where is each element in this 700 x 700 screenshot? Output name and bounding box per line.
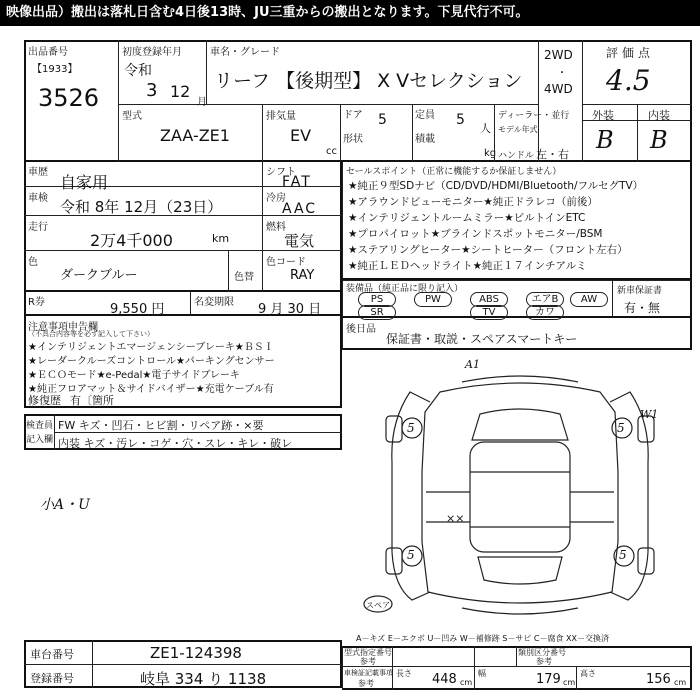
lot-sub: 【1933】 — [32, 64, 78, 75]
selling-point-item: ★純正９型SDナビ（CD/DVD/HDMI/Bluetooth/フルセグTV） — [348, 180, 644, 192]
fuel-label: 燃料 — [266, 222, 286, 233]
drive-4wd: 4WD — [544, 82, 573, 96]
reg-year-label: 初度登録年月 — [122, 47, 182, 58]
displacement-unit: cc — [326, 146, 337, 157]
tire-mark-fl: 5 — [407, 421, 415, 435]
spare-label: スペア — [366, 601, 390, 610]
length-value: 448 — [432, 672, 457, 687]
shift-label: シフト — [266, 167, 296, 178]
selling-point-item: ★インテリジェントルームミラー★ビルトインETC — [348, 212, 586, 224]
width-value: 179 — [536, 672, 561, 687]
doors-label: ドア — [343, 110, 363, 121]
drive-2wd: 2WD — [544, 48, 573, 62]
usage-value: 自家用 — [60, 173, 109, 192]
capacity-value: 5 — [456, 112, 465, 128]
selling-label: セールスポイント（正常に機能するか保証しません） — [346, 167, 562, 177]
notes-label: 注意事項申告欄 — [28, 322, 98, 333]
tax-label: 名変期限 — [194, 297, 234, 308]
new-warranty-label: 新車保証書 — [617, 286, 663, 296]
selling-point-item: ★ステアリングヒーター★シートヒーター（フロント左右） — [348, 244, 628, 256]
inspection-value: 令和 8年 12月（23日） — [60, 198, 223, 216]
grade-label: 評価点 — [606, 46, 655, 60]
dealer-label: ディーラー・並行 — [498, 111, 570, 121]
equipment-item: PS — [358, 292, 396, 307]
shift-value: FAT — [282, 174, 312, 190]
model-name-value: リーフ 【後期型】 X Vセレクション — [214, 70, 523, 92]
tire-mark-rl: 5 — [407, 548, 415, 562]
color-code-label: 色コード — [266, 257, 306, 268]
displacement-label: 排気量 — [266, 111, 296, 122]
height-value: 156 — [646, 672, 671, 687]
note-item: ★インテリジェントエマージェンシーブレーキ★ＢＳＩ — [28, 342, 274, 353]
equipment-item: PW — [414, 292, 452, 307]
note-item: ★レーダークルーズコントロール★パーキングセンサー — [28, 356, 275, 367]
fuel-value: 電気 — [284, 232, 315, 250]
handle-value: 左・右 — [536, 148, 569, 161]
chassis-label: 車台番号 — [30, 648, 74, 661]
mileage-label: 走行 — [28, 222, 48, 233]
class-ref: 参考 — [536, 657, 552, 666]
inspector-int-row: 内装 キズ・汚レ・コゲ・穴・スレ・キレ・破レ — [58, 437, 293, 450]
repair-label: 修復歴 — [28, 394, 61, 407]
diagram-front-note: A1 — [465, 358, 480, 371]
recycle-value: 9,550 円 — [110, 302, 165, 317]
equipment-item: カワ — [526, 305, 564, 320]
width-unit: cm — [563, 678, 576, 687]
new-warranty-value: 有・無 — [624, 301, 661, 315]
height-label: 高さ — [580, 669, 596, 678]
damage-xx: ×× — [446, 512, 465, 525]
chassis-value: ZE1-124398 — [150, 644, 242, 662]
tire-mark-fr: 5 — [617, 421, 625, 435]
model-year-label: モデル年式 — [498, 125, 538, 134]
plate-label: 登録番号 — [30, 672, 74, 685]
model-code-value: ZAA-ZE1 — [160, 126, 230, 145]
equipment-label: 装備品（純正品に限り記入） — [346, 284, 464, 294]
inspector-label-bottom: 記入欄 — [26, 435, 54, 445]
width-label: 幅 — [478, 669, 486, 678]
capacity-label: 定員 — [415, 110, 435, 121]
handwritten-note: 小A・U — [40, 497, 90, 513]
plate-value: 岐阜 334 り 1138 — [140, 670, 267, 688]
handle-label: ハンドル — [498, 151, 535, 161]
model-spec-label: 型式指定番号 — [344, 648, 392, 657]
load-label: 積載 — [415, 134, 435, 145]
recycle-label: R券 — [28, 297, 45, 308]
doors-value: 5 — [378, 112, 387, 128]
notes-sub: （不具合内容等を必ず記入して下さい） — [28, 330, 154, 338]
lot-number: 3526 — [38, 84, 100, 112]
mileage-value: 2万4千000 — [90, 231, 173, 250]
equipment-item: SR — [358, 305, 396, 320]
equipment-item: ABS — [470, 292, 508, 307]
after-label: 後日品 — [346, 324, 376, 335]
model-spec-ref: 参考 — [360, 657, 376, 666]
damage-legend: A－キズ E－エクボ U－凹み W－補修跡 S－サビ C－腐食 XX－交換済 — [356, 634, 610, 643]
repaint-label: 色替 — [234, 272, 254, 283]
wind-mark: W1 — [640, 408, 659, 421]
tax-value: 9 月 30 日 — [258, 302, 322, 317]
mileage-unit: km — [212, 232, 230, 245]
equipment-item: TV — [470, 305, 508, 320]
shape-label: 形状 — [343, 134, 363, 145]
int-value: B — [650, 126, 668, 154]
model-name-label: 車名・グレード — [210, 47, 280, 58]
ext-value: B — [596, 126, 614, 154]
car-damage-diagram — [350, 352, 690, 632]
reg-month-unit: 月 — [197, 97, 207, 108]
model-code-label: 型式 — [122, 111, 142, 122]
reg-month: 12 — [170, 82, 191, 101]
grade-value: 4.5 — [606, 64, 651, 97]
selling-point-item: ★プロパイロット★ブラインドスポットモニター/BSM — [348, 228, 603, 240]
ac-label: 冷房 — [266, 193, 286, 204]
dims-box — [342, 646, 692, 690]
ext-label: 外装 — [592, 109, 614, 122]
class-label: 類別区分番号 — [518, 648, 566, 657]
lot-label: 出品番号 — [28, 47, 68, 58]
int-label: 内装 — [648, 109, 670, 122]
tire-mark-rr: 5 — [619, 548, 627, 562]
repair-value: 有〔箇所 — [70, 394, 114, 407]
selling-point-item: ★純正ＬＥＤヘッドライト★純正１７インチアルミ — [348, 260, 587, 272]
equipment-item: エアB — [526, 292, 564, 307]
length-label: 長さ — [396, 669, 412, 678]
inspector-label-top: 検査員 — [26, 421, 54, 431]
reg-items-label: 車検証記載事項 — [344, 669, 393, 677]
reg-year: 3 — [146, 80, 158, 101]
ac-value: AAC — [282, 201, 318, 217]
load-unit: kg — [484, 148, 497, 159]
length-unit: cm — [460, 678, 473, 687]
color-label: 色 — [28, 257, 38, 268]
note-item: ★純正フロアマット＆サイドバイザー★充電ケーブル有 — [28, 384, 274, 395]
drive-dot: ・ — [557, 68, 567, 79]
equipment-item: AW — [570, 292, 608, 307]
inspector-ext-row: FW キズ・凹石・ヒビ割・リペア跡・×要 — [58, 419, 264, 432]
inspection-label: 車検 — [28, 193, 48, 204]
selling-point-item: ★アラウンドビューモニター★純正ドラレコ（前後） — [348, 196, 598, 208]
color-code-value: RAY — [290, 268, 315, 283]
reg-items-ref: 参考 — [358, 679, 374, 688]
height-unit: cm — [674, 678, 687, 687]
color-value: ダークブルー — [60, 268, 138, 283]
note-item: ★ＥＣＯモード★e-Pedal★電子サイドブレーキ — [28, 370, 240, 381]
usage-label: 車歴 — [28, 167, 48, 178]
capacity-unit: 人 — [480, 122, 491, 135]
displacement-value: EV — [290, 126, 312, 145]
after-value: 保証書・取説・スペアスマートキー — [386, 332, 578, 346]
reg-era: 令和 — [124, 63, 152, 79]
header-banner: 映像出品）搬出は落札日含む4日後13時、JU三重からの搬出となります。下見代行不可。 — [0, 0, 700, 26]
